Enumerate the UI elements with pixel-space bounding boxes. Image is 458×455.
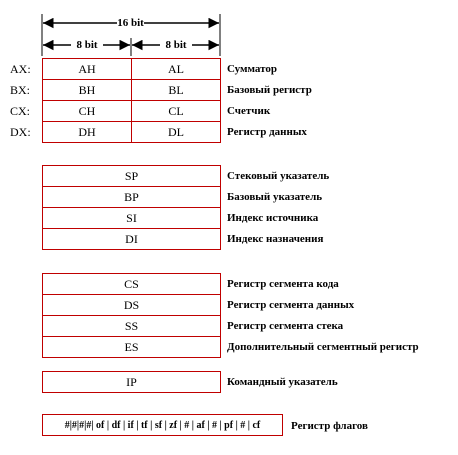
register-cl: CL (131, 100, 221, 122)
register-cs: CS (42, 273, 221, 295)
register-desc-ax: Сумматор (227, 63, 278, 75)
register-desc-bx: Базовый регистр (227, 84, 312, 96)
register-ip: IP (42, 371, 221, 393)
register-name-dx: DX: (10, 125, 31, 139)
register-bh: BH (42, 79, 132, 101)
register-desc-cx: Счетчик (227, 105, 271, 117)
register-ch: CH (42, 100, 132, 122)
register-ah: AH (42, 58, 132, 80)
register-desc-es: Дополнительный сегментный регистр (227, 341, 419, 353)
register-desc-si: Индекс источника (227, 212, 319, 224)
register-ss: SS (42, 315, 221, 337)
register-desc-ds: Регистр сегмента данных (227, 299, 355, 311)
register-di: DI (42, 228, 221, 250)
register-es: ES (42, 336, 221, 358)
flags-register: #|#|#|#| of | df | if | tf | sf | zf | # | af | # | pf | # | cf (42, 414, 283, 436)
dim-8bit-right-label: 8 bit (165, 39, 187, 51)
register-name-cx: CX: (10, 104, 31, 118)
register-si: SI (42, 207, 221, 229)
flags-register-desc: Регистр флагов (291, 420, 368, 432)
register-ds: DS (42, 294, 221, 316)
dimension-lines (0, 0, 458, 60)
dim-8bit-left-label: 8 bit (76, 39, 98, 51)
dim-16bit-label: 16 bit (117, 17, 144, 29)
register-name-bx: BX: (10, 83, 31, 97)
register-dh: DH (42, 121, 132, 143)
register-desc-bp: Базовый указатель (227, 191, 323, 203)
register-desc-sp: Стековый указатель (227, 170, 330, 182)
register-sp: SP (42, 165, 221, 187)
register-name-ax: AX: (10, 62, 31, 76)
register-desc-ip: Командный указатель (227, 376, 338, 388)
register-bl: BL (131, 79, 221, 101)
register-desc-di: Индекс назначения (227, 233, 324, 245)
register-bp: BP (42, 186, 221, 208)
register-al: AL (131, 58, 221, 80)
register-desc-dx: Регистр данных (227, 126, 307, 138)
register-desc-ss: Регистр сегмента стека (227, 320, 344, 332)
register-dl: DL (131, 121, 221, 143)
register-desc-cs: Регистр сегмента кода (227, 278, 339, 290)
